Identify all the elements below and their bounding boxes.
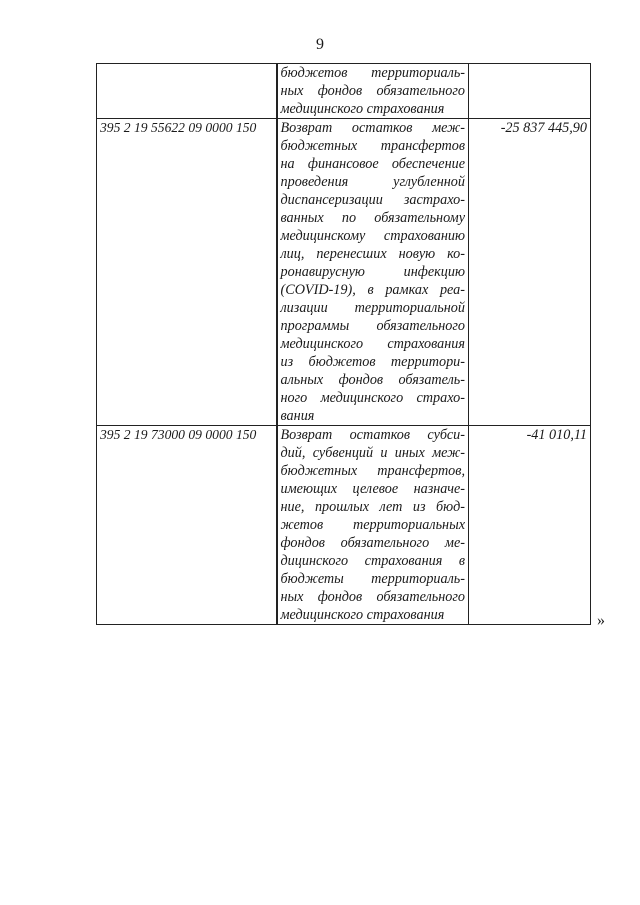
income-name-line: бюджетов территориаль- xyxy=(280,65,465,81)
income-name-line: бюджетных трансфертов xyxy=(280,138,465,154)
budget-table xyxy=(96,63,591,625)
income-name-line: медицинского страхования xyxy=(280,101,445,117)
amount-cell: -41 010,11 xyxy=(469,426,591,625)
income-name-line: имеющих целевое назначе- xyxy=(280,481,465,497)
table-row xyxy=(97,119,591,426)
income-name-cell xyxy=(277,64,469,119)
income-name-line: (COVID-19), в рамках реа- xyxy=(280,282,465,298)
income-name-line: из бюджетов территори- xyxy=(280,354,465,370)
income-name-cell xyxy=(277,426,469,625)
income-name-line: бюджеты территориаль- xyxy=(280,571,465,587)
budget-code-cell: 395 2 19 73000 09 0000 150 xyxy=(97,426,277,625)
income-name-line: Возврат остатков меж- xyxy=(280,120,465,136)
table-row xyxy=(97,426,591,625)
income-name-line: ного медицинского страхо- xyxy=(280,390,465,406)
income-name-line: жетов территориальных xyxy=(280,517,465,533)
income-name-line: дий, субвенций и иных меж- xyxy=(280,445,465,461)
income-name-line: лиц, перенесших новую ко- xyxy=(280,246,465,262)
income-name-line: диспансеризации застрахо- xyxy=(280,192,465,208)
income-name-line: дицинского страхования в xyxy=(280,553,465,569)
budget-code-cell: 395 2 19 55622 09 0000 150 xyxy=(97,119,277,426)
income-name-line: альных фондов обязатель- xyxy=(280,372,465,388)
table-row xyxy=(97,64,591,119)
page-number: 9 xyxy=(316,36,324,53)
income-name-line: медицинского страхования xyxy=(280,607,445,623)
income-name-line: вания xyxy=(280,408,315,424)
budget-table-body xyxy=(97,64,591,625)
income-name-line: фондов обязательного ме- xyxy=(280,535,465,551)
closing-quote-mark: » xyxy=(597,612,605,629)
income-name-line: медицинскому страхованию xyxy=(280,228,465,244)
income-name-line: медицинского страхования xyxy=(280,336,465,352)
income-name-line: ронавирусную инфекцию xyxy=(280,264,465,280)
income-name-cell xyxy=(277,119,469,426)
income-name-line: лизации территориальной xyxy=(280,300,465,316)
income-name-line: программы обязательного xyxy=(280,318,465,334)
income-name-line: ных фондов обязательного xyxy=(280,83,465,99)
income-name-line: на финансовое обеспечение xyxy=(280,156,465,172)
amount-cell: -25 837 445,90 xyxy=(469,119,591,426)
income-name-line: ванных по обязательному xyxy=(280,210,465,226)
income-name-line: Возврат остатков субси- xyxy=(280,427,465,443)
income-name-line: ние, прошлых лет из бюд- xyxy=(280,499,465,515)
income-name-line: проведения углубленной xyxy=(280,174,465,190)
income-name-line: ных фондов обязательного xyxy=(280,589,465,605)
amount-cell xyxy=(469,64,591,119)
income-name-line: бюджетных трансфертов, xyxy=(280,463,465,479)
budget-code-cell xyxy=(97,64,277,119)
